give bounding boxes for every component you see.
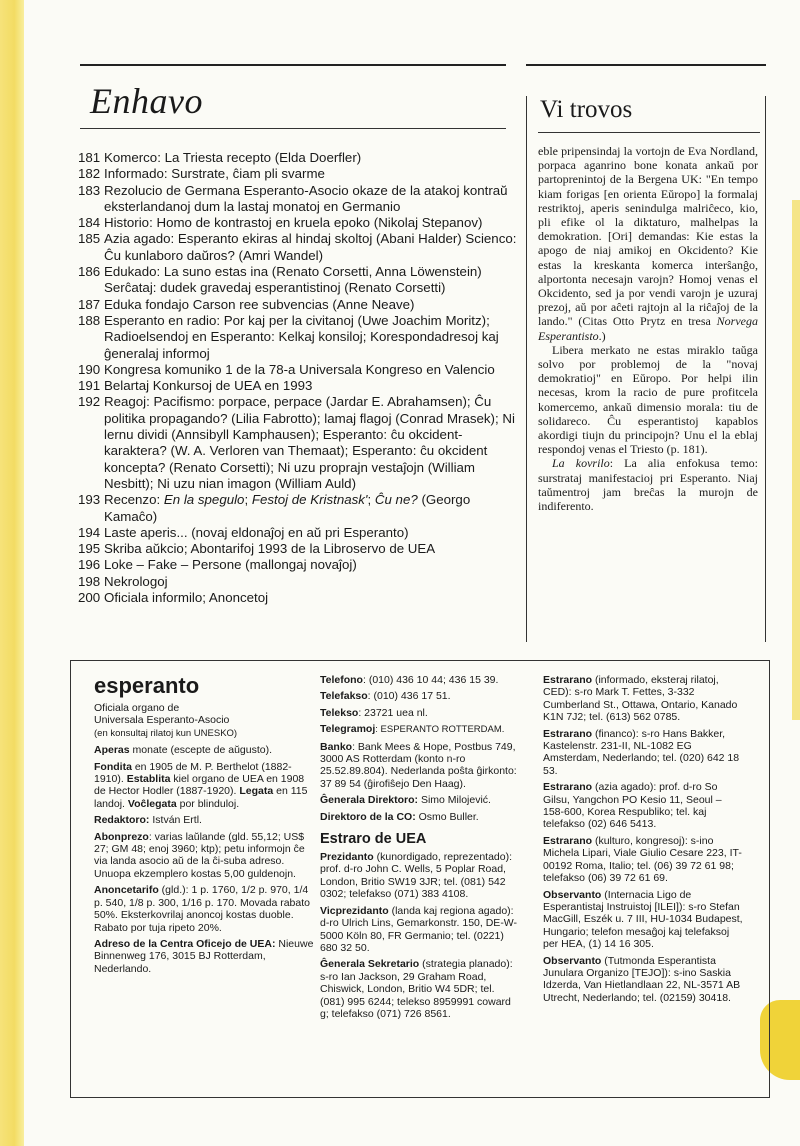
observanto-info [543, 955, 743, 1005]
toc-item-text: Nekrologoj [104, 573, 168, 589]
field-value: : varias laŭlande (gld. 55,12; US$ 27; GM 48; enoj 3960; ktp); petu informojn ĉe via landa asocio aŭ de la ĉi-suba adreso. Unuopa ekzemplero kostas 5,00 guldenojn. [94, 830, 305, 880]
toc-page-number: 198 [78, 573, 101, 589]
toc-item[interactable] [78, 150, 518, 166]
magazine-brand: esperanto [94, 673, 200, 698]
field-label: Estrarano [543, 834, 593, 847]
text-segment: Oficiala organo de [94, 702, 180, 714]
field-value: (financo): s-ro Hans Bakker, Kastelenstr. 231-II, NL-1082 EG Amsterdam, Nederlando; tel. (020) 642 18 53. [543, 727, 740, 777]
field-label: Legata [239, 785, 274, 798]
field-value: por blinduloj. [176, 797, 240, 810]
toc-page-number: 184 [78, 215, 101, 231]
toc-item-text: Komerco: La Triesta recepto (Elda Doerfler) [104, 150, 362, 165]
field-label: Telekso [320, 706, 359, 719]
toc-page-number: 192 [78, 394, 101, 410]
enhavo-title-rule [80, 128, 506, 129]
vi-trovos-paragraph: Libera merkato ne estas miraklo taŭga solvo por problemoj de la "novaj demokratioj" en Eŭropo. Por helpi ilin necesas, krom la racio de pure profitcela komercemo, ankaŭ dimensio morala: tiu de solidareco. Ĉu esperantistoj kapablos akordigi tiujn du principojn? Unu el la eblaj respondoj venas el Triesto (p. 181). [538, 342, 758, 457]
enhavo-title: Enhavo [90, 81, 203, 121]
toc-item[interactable] [78, 394, 518, 492]
field-label: Observanto [543, 954, 602, 967]
text-segment: (en konsultaj rilatoj kun UNESKO) [94, 727, 238, 739]
vicprezidanto-info [320, 905, 520, 955]
toc-page-number: 188 [78, 312, 101, 328]
vi-trovos-paragraph [538, 456, 758, 513]
history-info [94, 761, 316, 811]
field-label: Fondita [94, 760, 132, 773]
cover-label: La kovrilo [552, 456, 610, 471]
toc-page-number: 195 [78, 541, 101, 557]
toc-page-number: 200 [78, 590, 101, 606]
toc-page-number: 194 [78, 524, 101, 540]
field-label: Ĝenerala Direktoro: [320, 794, 419, 807]
toc-book-title: Ĉu ne? [374, 492, 418, 508]
toc-item-text: Oficiala informilo; Anoncetoj [104, 590, 269, 606]
toc-item[interactable] [78, 557, 518, 573]
masthead-column-1 [94, 674, 316, 979]
toc-item[interactable] [78, 297, 518, 313]
toc-page-number: 183 [78, 182, 101, 198]
toc-item[interactable] [78, 378, 518, 394]
toc-item-text: Kongresa komuniko 1 de la 78-a Universala Kongreso en Valencio [104, 361, 495, 377]
toc-item[interactable] [78, 264, 518, 297]
toc-page-number: 193 [78, 492, 101, 508]
estrarano-info [543, 835, 743, 885]
anoncetarifo-info [94, 884, 316, 934]
field-label: Direktoro de la CO: [320, 810, 416, 823]
field-value: (informado, eksteraj rilatoj, CED): s-ro Mark T. Fettes, 3-332 Cumberland St., Ottawa, Ontario, Kanado K1N 7J2; tel. (613) 562 0785. [543, 674, 738, 724]
toc-item-text: Eduka fondajo Carson ree subvencias (Anne Neave) [104, 296, 415, 312]
toc-item[interactable] [78, 362, 518, 378]
toc-item-text: Loke – Fake – Persone (mallongaj novaĵoj) [104, 557, 357, 573]
field-label: Observanto [543, 888, 602, 901]
field-label: Estrarano [543, 674, 593, 686]
banko-info [320, 741, 520, 791]
field-label: Estrarano [543, 781, 593, 794]
field-value: (gld.): 1 p. 1760, 1/2 p. 970, 1/4 p. 540, 1/8 p. 300, 1/16 p. 170. Movada rabato 50%. Eksterkovrilaj anoncoj kostas duoble. Rabato por tuja ripeto 20%. [94, 884, 310, 934]
toc-item-text: Laste aperis... (novaj eldonaĵoj en aŭ pri Esperanto) [104, 524, 409, 540]
estrarano-info [543, 728, 743, 778]
telegramoj-info [320, 723, 520, 736]
field-label: Establita [126, 773, 171, 786]
sekretario-info [320, 958, 520, 1020]
field-value: István Ertl. [149, 814, 202, 827]
field-label: Redaktoro: [94, 814, 150, 827]
toc-page-number: 186 [78, 264, 101, 280]
field-value: : ESPERANTO ROTTERDAM. [375, 724, 505, 736]
field-value: monate (escepte de aŭgusto). [129, 744, 273, 757]
toc-item[interactable] [78, 215, 518, 231]
field-value: (landa kaj regiona agado): d-ro Ulrich Lins, Gemarkonstr. 150, DE-W-5000 Köln 80, FR Germanio; tel. (0221) 680 32 50. [320, 904, 518, 954]
field-label: Aperas [94, 744, 130, 757]
toc-item[interactable] [78, 541, 518, 557]
text-segment: eble pripensindaj la vortojn de Eva Nordland, porpaca aganrino bone konata ankaŭ por partoprenintoj de la Bergena UK: "En tempo kiam forigas [en orienta Eŭropo] la formalaj restriktoj, aperis senindulga malriĉeco, kio, pli efike ol la diktaturo, malhelpas la demokration. [Ori] demandas: Kie estas la apogo de niaj amikoj en Okcidento? Kie estas la kreskanta komerca interŝanĝo, alportonta necesajn varojn? Homoj venas el Okcidento, sed ja por vendi varojn je uzuraj prezoj, aŭ por aĉeti rajtojn al la riĉaĵoj de la lando." (Citas Otto Prytz en tresa [538, 144, 758, 329]
toc-item-text: Informado: Surstrate, ĉiam pli svarme [104, 166, 325, 182]
toc-item[interactable] [78, 590, 518, 606]
toc-text-segment: ; [244, 492, 252, 508]
toc-page-number: 181 [78, 150, 101, 165]
field-value: (Tutmonda Esperantista Junulara Organizo [TEJO]): s-ino Saskia Idzerda, Van Hietlandlaan 22, NL-3571 AB Utrecht, Nederlando; tel. (02159) 30418. [543, 954, 741, 1004]
toc-page-number: 182 [78, 166, 101, 182]
telekso-info [320, 707, 520, 719]
toc-page-number: 190 [78, 361, 101, 377]
toc-item[interactable] [78, 183, 518, 216]
text-segment: .) [598, 328, 606, 343]
estrarano-info [543, 781, 743, 831]
field-value: en 1905 de M. P. Berthelot (1882-1910). [94, 760, 292, 786]
field-label: Ĝenerala Sekretario [320, 958, 420, 971]
field-value: (kulturo, kongresoj): s-ino Michela Lipari, Viale Giulio Cesare 223, IT-00192 Roma, Italio; tel. (06) 39 72 61 98; telefakso (06) 39 72 61 69. [543, 834, 742, 885]
toc-text-segment: ; [367, 492, 375, 508]
redaktoro-info [94, 814, 316, 826]
estraro-heading: Estraro de UEA [320, 831, 427, 848]
page-edge-highlight-right [792, 200, 800, 720]
toc-item-text: Belartaj Konkursoj de UEA en 1993 [104, 378, 313, 394]
text-segment: : La alia enfokusa temo: surstrataj manifestacioj pri Esperanto. Niaj taŭmentroj jam breĉas la murojn de indiferento. [538, 456, 758, 514]
field-value: Nieuwe Binnenweg 176, 3015 BJ Rotterdam, Nederlando. [94, 937, 314, 975]
toc-item[interactable] [78, 492, 518, 525]
field-label: Prezidanto [320, 851, 374, 864]
field-label: Vicprezidanto [320, 904, 389, 917]
organ-description [94, 702, 316, 740]
toc-page-number: 185 [78, 231, 101, 247]
field-label: Telefono [320, 674, 363, 686]
toc-book-title: Festoj de Kristnask' [251, 492, 368, 508]
field-value: en 115 landoj. [94, 785, 308, 810]
estrarano-info [543, 674, 743, 724]
toc-item-text: Esperanto en radio: Por kaj per la civitanoj (Uwe Joachim Moritz); Radioelsendoj en Esperanto: Kelkaj konsiloj; Korespondadresoj kaj ĝeneralaj informoj [104, 312, 499, 361]
toc-page-number: 196 [78, 557, 101, 573]
aperas-info [94, 744, 316, 756]
field-value: (kunordigado, reprezentado): prof. d-ro John C. Wells, 5 Poplar Road, London, Britio SW19 3JR; tel. (081) 542 0302; telefakso (071) 383 4108. [320, 851, 513, 901]
field-value: Simo Milojević. [418, 794, 491, 807]
vi-trovos-title: Vi trovos [540, 96, 633, 123]
toc-page-number: 187 [78, 296, 101, 312]
field-label: Telegramoj [320, 723, 376, 736]
toc-item-text: Skriba aŭkcio; Abontarifoj 1993 de la Libroservo de UEA [104, 541, 436, 557]
table-of-contents [78, 150, 518, 606]
toc-item[interactable] [78, 525, 518, 541]
toc-item-text [104, 492, 518, 525]
vi-trovos-paragraph [538, 144, 758, 343]
field-label: Anoncetarifo [94, 884, 159, 897]
field-value: (azia agado): prof. d-ro So Gilsu, Yangchon PO Kesio 11, Seoul – 158-600, Korea Respubliko; tel. kaj telefakso (02) 646 5413. [543, 781, 722, 831]
field-value: (strategia planado): s-ro Ian Jackson, 29 Graham Road, Chiswick, London, Britio W4 5DR; tel. (081) 995 6244; telekso 8959991 coward g; telefakso (071) 726 8561. [320, 958, 513, 1020]
field-value: (Internacia Ligo de Esperantistaj Instruistoj [ILEI]): s-ro Stefan MacGill, Eszék u. 7 III, HU-1034 Budapest, Hungario; telefon mesaĝoj kaj telefaksoj per HEA, (1) 14 16 305. [543, 888, 743, 951]
observanto-info [543, 889, 743, 951]
publication-title: Norvega Esperantisto [538, 314, 758, 343]
toc-item-text: Edukado: La suno estas ina (Renato Corsetti, Anna Löwenstein) Serĉataj: dudek gravedaj esperantistinoj (Renato Corsetti) [104, 264, 482, 296]
text-segment: Universala Esperanto-Asocio [94, 714, 230, 727]
field-label: Telefakso [320, 690, 368, 703]
field-label: Adreso de la Centra Oficejo de UEA: [94, 937, 276, 950]
vi-trovos-body [538, 144, 758, 513]
vi-trovos-rule [538, 132, 760, 133]
field-label: Estrarano [543, 727, 593, 740]
toc-text-segment: (Georgo Kamaĉo) [104, 492, 471, 524]
field-value: : 23721 uea nl. [358, 706, 428, 719]
masthead-column-2 [320, 674, 520, 1024]
toc-item-text: Azia agado: Esperanto ekiras al hindaj skoltoj (Abani Halder) Scienco: Ĉu kunlaboro daŭros? (Amri Wandel) [104, 231, 517, 263]
field-label: Banko [320, 740, 353, 753]
page-edge-highlight [0, 0, 24, 1146]
toc-item-text: Reagoj: Pacifismo: porpace, perpace (Jardar E. Abrahamsen); Ĉu politika propagando? (Lilia Fabrotto); lamaj flagoj (Conrad Mrasek); Ni lernu dividi (Annsibyll Kamphausen); Esperanto: ĉu okcident-karaktera? (W. A. Verloren van Themaat); Esperanto: ĉu okcident koncepta? (Renato Corsetti); Ni uzu proprajn vestaĵojn (William Nesbitt); Ni uzu nian imagon (William Auld) [104, 394, 515, 491]
toc-item[interactable] [78, 574, 518, 590]
toc-item[interactable] [78, 231, 518, 264]
top-rule-left [80, 64, 506, 66]
field-value: Osmo Buller. [415, 810, 479, 823]
field-label: Voĉlegata [127, 797, 177, 810]
field-value: : (010) 436 17 51. [367, 690, 451, 703]
top-rule-right [526, 64, 766, 66]
masthead-column-3 [543, 674, 743, 1008]
direktoro-co-info [320, 811, 520, 823]
toc-book-title: En la spegulo [163, 492, 245, 508]
field-value: : Bank Mees & Hope, Postbus 749, 3000 AS Rotterdam (konto n-ro 25.52.89.804). Nederlanda poŝta ĝirkonto: 37 89 54 (ĝirofiŝejo Den Haag). [320, 740, 517, 790]
field-label: Abonprezo [94, 830, 149, 843]
toc-item[interactable] [78, 166, 518, 182]
toc-text-segment: Recenzo: [104, 492, 164, 508]
toc-item[interactable] [78, 313, 518, 362]
field-value: : (010) 436 10 44; 436 15 39. [362, 674, 499, 686]
generala-direktoro-info [320, 794, 520, 806]
toc-item-text: Rezolucio de Germana Esperanto-Asocio okaze de la atakoj kontraŭ eksterlandanoj dum la lastaj monatoj en Germanio [104, 182, 508, 214]
toc-item-text: Historio: Homo de kontrastoj en kruela epoko (Nikolaj Stepanov) [104, 215, 483, 231]
prezidanto-info [320, 851, 520, 901]
telefakso-info [320, 690, 520, 702]
abonprezo-info [94, 831, 316, 881]
adreso-info [94, 938, 316, 975]
telefono-info [320, 674, 520, 686]
field-value: kiel organo de UEA en 1908 de Hector Hodler (1887-1920). [94, 773, 305, 798]
toc-page-number: 191 [78, 378, 101, 394]
